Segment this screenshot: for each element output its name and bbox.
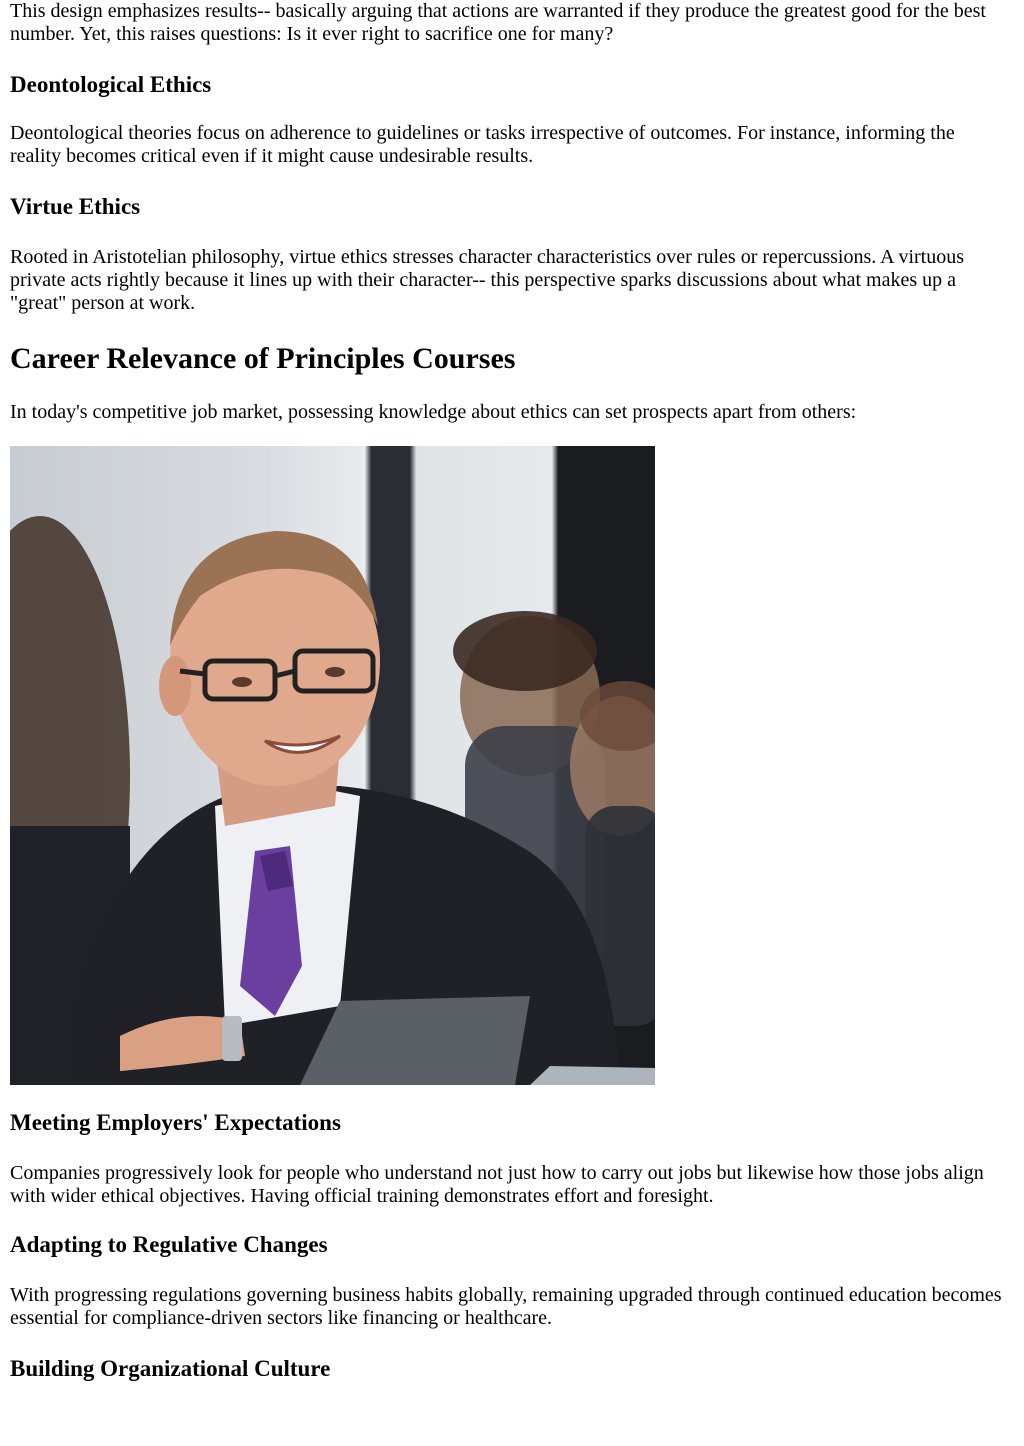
regulative-paragraph: With progressing regulations governing business habits globally, remaining upgraded through continued education becomes essential for compliance-driven sectors like financing or healthcare. [10,1284,1002,1329]
deontological-paragraph: Deontological theories focus on adherence to guidelines or tasks irrespective of outcomes. For instance, informing the reality becomes critical even if it might cause undesirable results. [10,122,955,167]
virtue-paragraph: Rooted in Aristotelian philosophy, virtue ethics stresses character characteristics over rules or repercussions. A virtuous private acts rightly because it lines up with their character-- this perspective sparks discussions about what makes up a "great" person at work. [10,246,965,314]
deontological-heading: Deontological Ethics [10,72,212,97]
career-paragraph: In today's competitive job market, possessing knowledge about ethics can set prospects apart from others: [10,401,857,423]
photo-illustration [10,446,655,1085]
employers-paragraph: Companies progressively look for people who understand not just how to carry out jobs but likewise how those jobs align with wider ethical objectives. Having official training demonstrates effort and foresight. [10,1162,984,1207]
businessman-photo [10,446,655,1085]
regulative-heading: Adapting to Regulative Changes [10,1232,328,1257]
career-heading: Career Relevance of Principles Courses [10,342,516,375]
intro-paragraph: This design emphasizes results-- basically arguing that actions are warranted if they produce the greatest good for the best number. Yet, this raises questions: Is it ever right to sacrifice one for many? [10,0,986,45]
culture-heading: Building Organizational Culture [10,1356,331,1381]
employers-heading: Meeting Employers' Expectations [10,1110,341,1135]
virtue-heading: Virtue Ethics [10,194,141,219]
